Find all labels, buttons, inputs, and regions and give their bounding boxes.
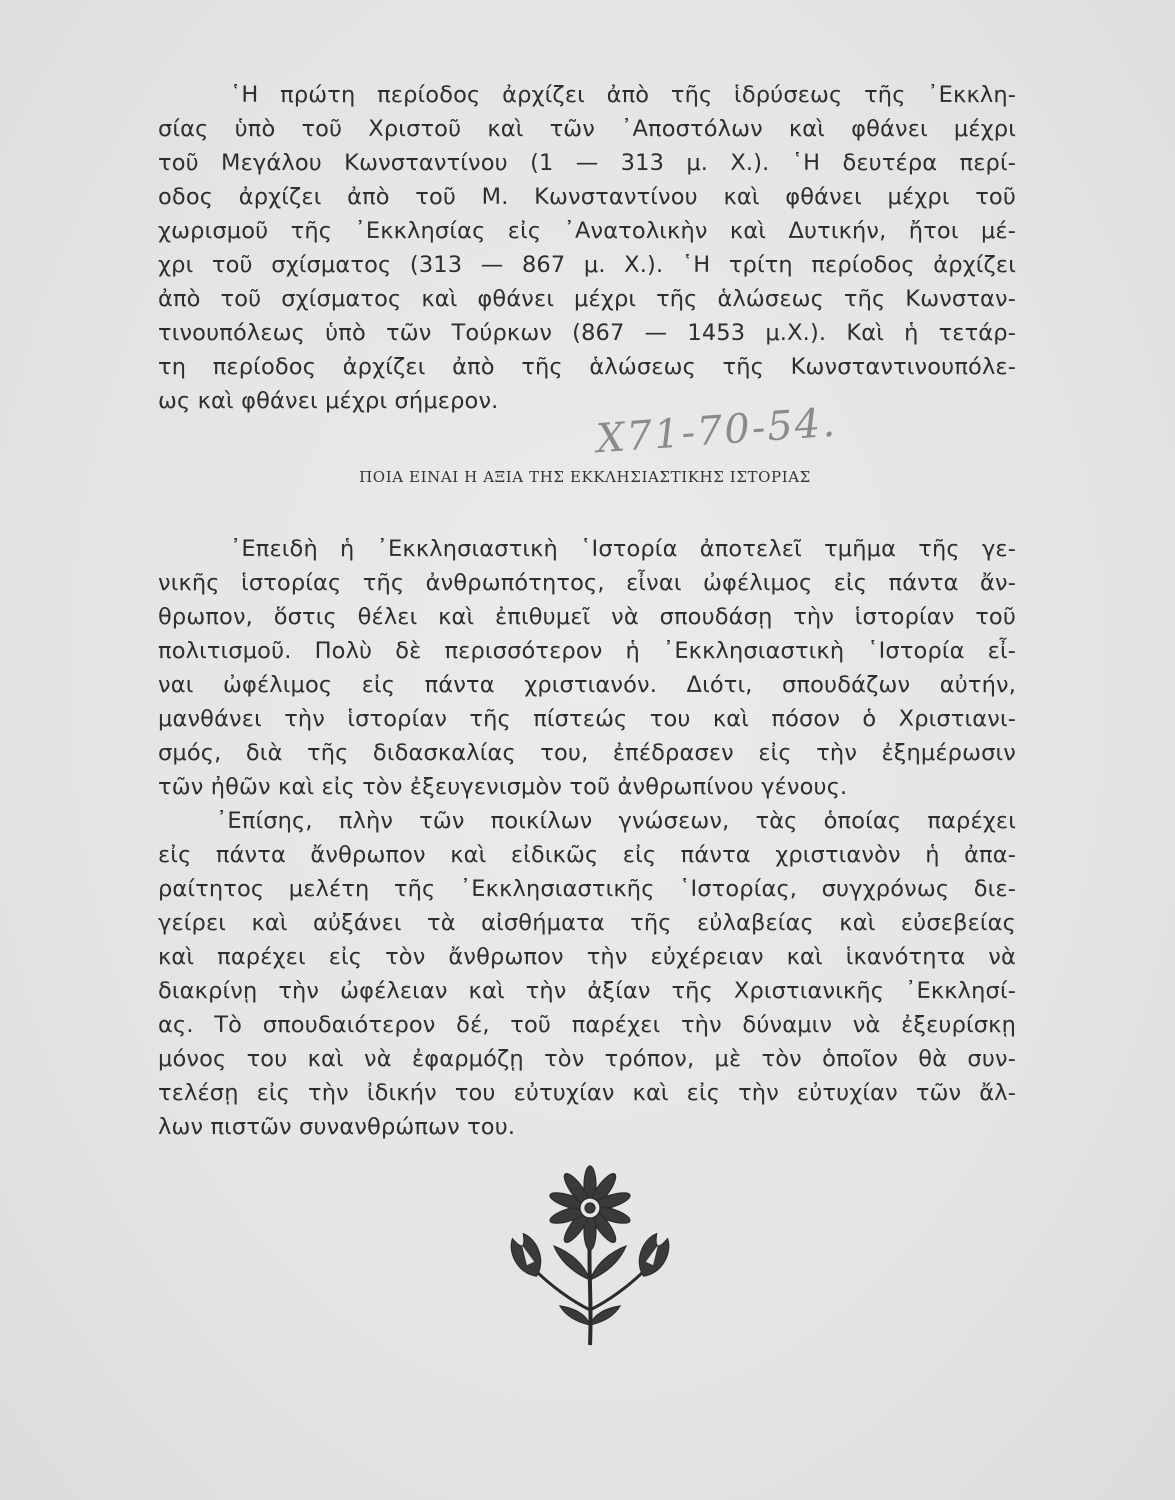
text-line: γείρει καὶ αὐξάνει τὰ αἰσθήματα τῆς εὐλαβείας καὶ εὐσεβείας <box>158 910 1016 936</box>
text-line: ως καὶ φθάνει μέχρι σήμερον. <box>158 388 499 414</box>
paragraph-benefits <box>158 804 1016 1144</box>
text-line: καὶ παρέχει εἰς τὸν ἄνθρωπον τὴν εὐχέρειαν καὶ ἱκανότητα νὰ <box>158 944 1016 970</box>
text-line: νικῆς ἱστορίας τῆς ἀνθρωπότητος, εἶναι ὠφέλιμος εἰς πάντα ἄν- <box>158 570 1016 596</box>
text-line: σίας ὑπὸ τοῦ Χριστοῦ καὶ τῶν ᾿Αποστόλων καὶ φθάνει μέχρι <box>158 116 1016 142</box>
text-line: χωρισμοῦ τῆς ᾿Εκκλησίας εἰς ᾿Ανατολικὴν καὶ Δυτικήν, ἤτοι μέ- <box>158 218 1016 244</box>
text-line: μανθάνει τὴν ἱστορίαν τῆς πίστεώς του καὶ πόσον ὁ Χριστιανι- <box>158 706 1016 732</box>
handwritten-note: Χ71-70-54. <box>594 399 839 463</box>
text-line: χρι τοῦ σχίσματος (313 — 867 μ. Χ.). ῾Η τρίτη περίοδος ἀρχίζει <box>158 252 1016 278</box>
text-line: λων πιστῶν συνανθρώπων του. <box>158 1114 516 1140</box>
text-line: ᾿Επίσης, πλὴν τῶν ποικίλων γνώσεων, τὰς ὁποίας παρέχει <box>216 808 1016 834</box>
text-line: μόνος του καὶ νὰ ἐφαρμόζῃ τὸν τρόπον, μὲ τὸν ὁποῖον θὰ συν- <box>158 1046 1016 1072</box>
text-line: διακρίνῃ τὴν ὠφέλειαν καὶ τὴν ἀξίαν τῆς Χριστιανικῆς ᾿Εκκλησί- <box>158 978 1016 1004</box>
text-line: πολιτισμοῦ. Πολὺ δὲ περισσότερον ἡ ᾿Εκκλησιαστικὴ ῾Ιστορία εἶ- <box>158 638 1016 664</box>
text-line: τη περίοδος ἀρχίζει ἀπὸ τῆς ἁλώσεως τῆς Κωνσταντινουπόλε- <box>158 354 1016 380</box>
text-line: εἰς πάντα ἄνθρωπον καὶ εἰδικῶς εἰς πάντα χριστιανὸν ἡ ἀπα- <box>158 842 1016 868</box>
text-line: τινουπόλεως ὑπὸ τῶν Τούρκων (867 — 1453 μ.Χ.). Καὶ ἡ τετάρ- <box>158 320 1016 346</box>
text-line: θρωπον, ὅστις θέλει καὶ ἐπιθυμεῖ νὰ σπουδάσῃ τὴν ἱστορίαν τοῦ <box>158 604 1016 630</box>
text-line: τοῦ Μεγάλου Κωνσταντίνου (1 — 313 μ. Χ.). ῾Η δευτέρα περί- <box>158 150 1016 176</box>
text-line: ναι ὠφέλιμος εἰς πάντα χριστιανόν. Διότι, σπουδάζων αὐτήν, <box>158 672 1016 698</box>
text-line: ραίτητος μελέτη τῆς ᾿Εκκλησιαστικῆς ῾Ιστορίας, συγχρόνως διε- <box>158 876 1016 902</box>
floral-tailpiece-icon <box>490 1160 690 1350</box>
text-line: τελέσῃ εἰς τὴν ἰδικήν του εὐτυχίαν καὶ εἰς τὴν εὐτυχίαν τῶν ἄλ- <box>158 1080 1016 1106</box>
text-line: ᾿Επειδὴ ἡ ᾿Εκκλησιαστικὴ ῾Ιστορία ἀποτελεῖ τμῆμα τῆς γε- <box>230 536 1016 562</box>
paragraph-value <box>158 532 1016 804</box>
text-line: ἀπὸ τοῦ σχίσματος καὶ φθάνει μέχρι τῆς ἁλώσεως τῆς Κωνσταν- <box>158 286 1016 312</box>
paragraph-periods <box>158 78 1016 418</box>
text-line: ῾Η πρώτη περίοδος ἀρχίζει ἀπὸ τῆς ἱδρύσεως τῆς ᾿Εκκλη- <box>230 82 1016 108</box>
text-line: οδος ἀρχίζει ἀπὸ τοῦ Μ. Κωνσταντίνου καὶ φθάνει μέχρι τοῦ <box>158 184 1016 210</box>
text-line: τῶν ἠθῶν καὶ εἰς τὸν ἐξευγενισμὸν τοῦ ἀνθρωπίνου γένους. <box>158 774 848 800</box>
section-heading: ΠΟΙΑ ΕΙΝΑΙ Η ΑΞΙΑ ΤΗΣ ΕΚΚΛΗΣΙΑΣΤΙΚΗΣ ΙΣΤΟΡΙΑΣ <box>359 468 811 486</box>
text-line: σμός, διὰ τῆς διδασκαλίας του, ἐπέδρασεν εἰς τὴν ἐξημέρωσιν <box>158 740 1016 766</box>
text-line: ας. Τὸ σπουδαιότερον δέ, τοῦ παρέχει τὴν δύναμιν νὰ ἐξευρίσκῃ <box>158 1012 1016 1038</box>
